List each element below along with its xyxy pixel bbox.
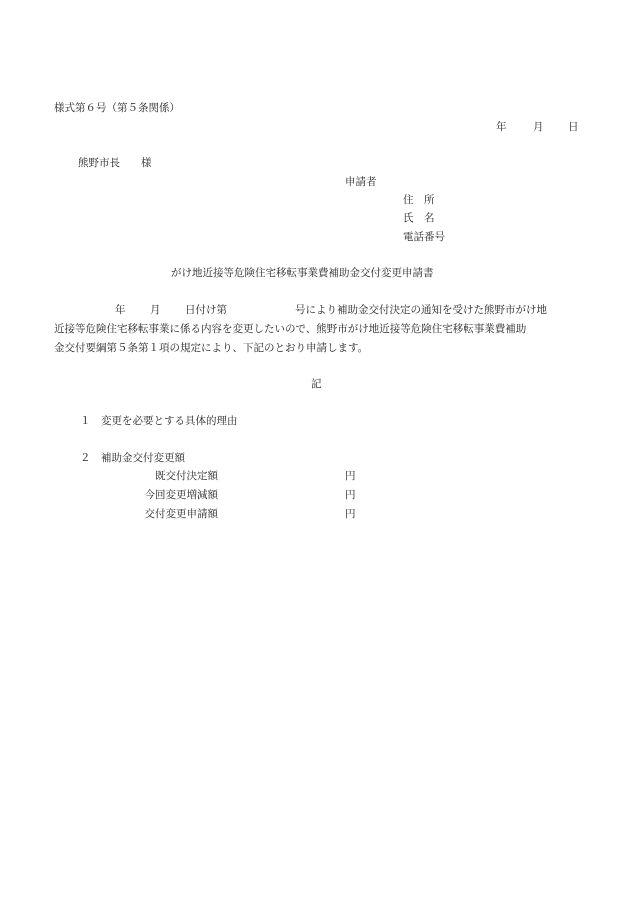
body-paragraph (54, 301, 578, 358)
body-line-1-rest: 号により補助金交付決定の通知を受けた熊野市がけ地 (295, 304, 547, 316)
addressee-honorific: 様 (141, 157, 152, 169)
body-line-2: 近接等危険住宅移転事業に係る内容を変更したいので、熊野市がけ地近接等危険住宅移転事業費補助 (54, 323, 527, 335)
date-month-label: 月 (533, 121, 544, 133)
body-line-3: 金交付要綱第５条第１項の規定により、下記のとおり申請します。 (54, 342, 369, 354)
amount-row-3-label: 交付変更申請額 (144, 508, 218, 520)
body-dated-no-label: 日付け第 (185, 304, 227, 316)
applicant-name-label: 氏 名 (403, 212, 435, 224)
date-day-label: 日 (568, 121, 579, 133)
amount-row-2-unit: 円 (345, 489, 356, 501)
amount-row-3-unit: 円 (345, 508, 356, 520)
date-year-label: 年 (496, 121, 507, 133)
applicant-label: 申請者 (345, 176, 377, 188)
item-2-number: ２ (80, 452, 91, 464)
addressee-name: 熊野市長 (78, 157, 120, 169)
applicant-phone-label: 電話番号 (403, 231, 445, 243)
ki-heading: 記 (311, 378, 322, 390)
form-number: 様式第６号（第５条関係） (54, 102, 180, 114)
amount-row-1-unit: 円 (345, 470, 356, 482)
body-month-label: 月 (150, 304, 161, 316)
amount-row-2-label: 今回変更増減額 (144, 489, 218, 501)
body-line-1 (54, 301, 578, 320)
body-year-label: 年 (115, 304, 126, 316)
applicant-address-label: 住 所 (403, 194, 435, 206)
amount-row-1-label: 既交付決定額 (155, 470, 218, 482)
document-title: がけ地近接等危険住宅移転事業費補助金交付変更申請書 (171, 267, 434, 279)
item-2-text: 補助金交付変更額 (101, 452, 185, 464)
item-1-text: 変更を必要とする具体的理由 (101, 415, 238, 427)
item-1-number: １ (80, 415, 91, 427)
